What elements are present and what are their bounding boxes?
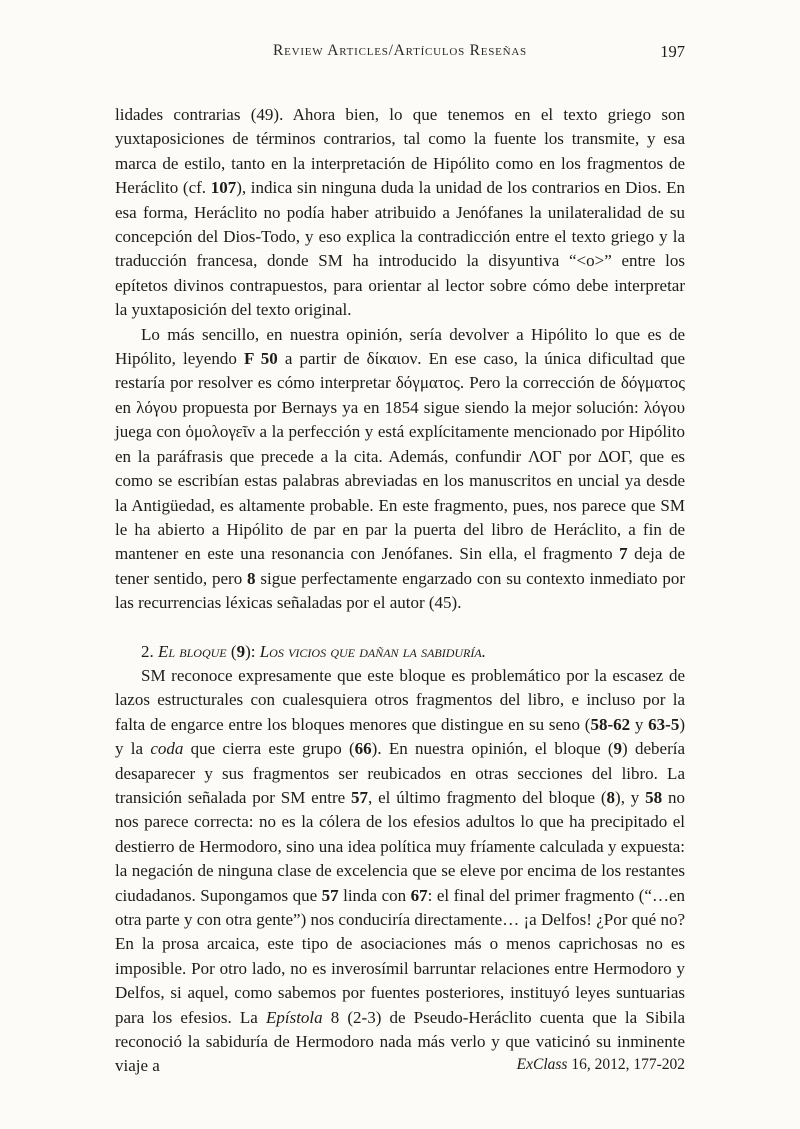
section-heading: 2. El bloque (9): Los vicios que dañan la sabiduría. [141, 641, 486, 661]
article-body [115, 103, 685, 1079]
page-footer [115, 1056, 685, 1074]
paragraph: Lo más sencillo, en nuestra opinión, sería devolver a Hipólito lo que es de Hipólito, leyendo F 50 a partir de δίκαιον. En ese caso, la única dificultad que restaría por resolver es cómo interpretar δόγματος. Pero la corrección de δόγματος en λόγου propuesta por Bernays ya en 1854 sigue siendo la mejor solución: λόγου juega con ὁμολογεῖν a la perfección y está explícitamente mencionado por Hipólito en la paráfrasis que precede a la cita. Además, confundir ΛΟΓ por ΔΟΓ, que es como se escribían estas palabras abreviadas en los manuscritos en uncial ya desde la Antigüedad, es altamente probable. En este fragmento, pues, nos parece que SM le ha abierto a Hipólito de par en par la puerta del libro de Heráclito, a fin de mantener en este una resonancia con Jenófanes. Sin ella, el fragmento 7 deja de tener sentido, pero 8 sigue perfectamente engarzado con su contexto inmediato por las recurrencias léxicas señaladas por el autor (45). [115, 324, 685, 613]
paragraph: SM reconoce expresamente que este bloque es problemático por la escasez de lazos estructurales con cualesquiera otros fragmentos del libro, e incluso por la falta de engarce entre los bloques menores que distingue en su seno (58-62 y 63-5) y la coda que cierra este grupo (66). En nuestra opinión, el bloque (9) debería desaparecer y sus fragmentos ser reubicados en otras secciones del libro. La transición señalada por SM entre 57, el último fragmento del bloque (8), y 58 no nos parece correcta: no es la cólera de los efesios adultos lo que ha precipitado el destierro de Hermodoro, sino una idea política muy fríamente calculada y expuesta: la negación de ninguna clase de excelencia que se eleve por encima de los restantes ciudadanos. Supongamos que 57 linda con 67: el final del primer fragmento (“…en otra parte y con otra gente”) nos conduciría directamente… ¡a Delfos! ¿Por qué no? En la prosa arcaica, este tipo de asociaciones más o menos caprichosas no es imposible. Por otro lado, no es inverosímil barruntar relaciones entre Hermodoro y Delfos, si aquel, como sabemos por fuentes posteriores, instituyó leyes suntuarias para los efesios. La Epístola 8 (2-3) de Pseudo-Heráclito cuenta que la Sibila reconoció la sabiduría de Hermodoro nada más verlo y que vaticinó su inminente viaje a [115, 665, 686, 1076]
running-title: Review Articles/Artículos Reseñas [273, 42, 527, 59]
page-number: 197 [660, 42, 685, 61]
page-header [115, 42, 685, 64]
paragraph-continuation: lidades contrarias (49). Ahora bien, lo que tenemos en el texto griego son yuxtaposiciones de términos contrarios, tal como la fuente los transmite, y esa marca de estilo, tanto en la interpretación de Hipólito como en los fragmentos de Heráclito (cf. 107), indica sin ninguna duda la unidad de los contrarios en Dios. En esa forma, Heráclito no podía haber atribuido a Jenófanes la unilateralidad de su concepción del Dios-Todo, y eso explica la contradicción entre el texto griego y la traducción francesa, donde SM ha introducido la disyuntiva “<o>” entre los epítetos divinos contrapuestos, para orientar al lector sobre cómo debe interpretar la yuxtaposición del texto original. [115, 105, 685, 320]
journal-citation: ExClass 16, 2012, 177-202 [516, 1056, 685, 1073]
